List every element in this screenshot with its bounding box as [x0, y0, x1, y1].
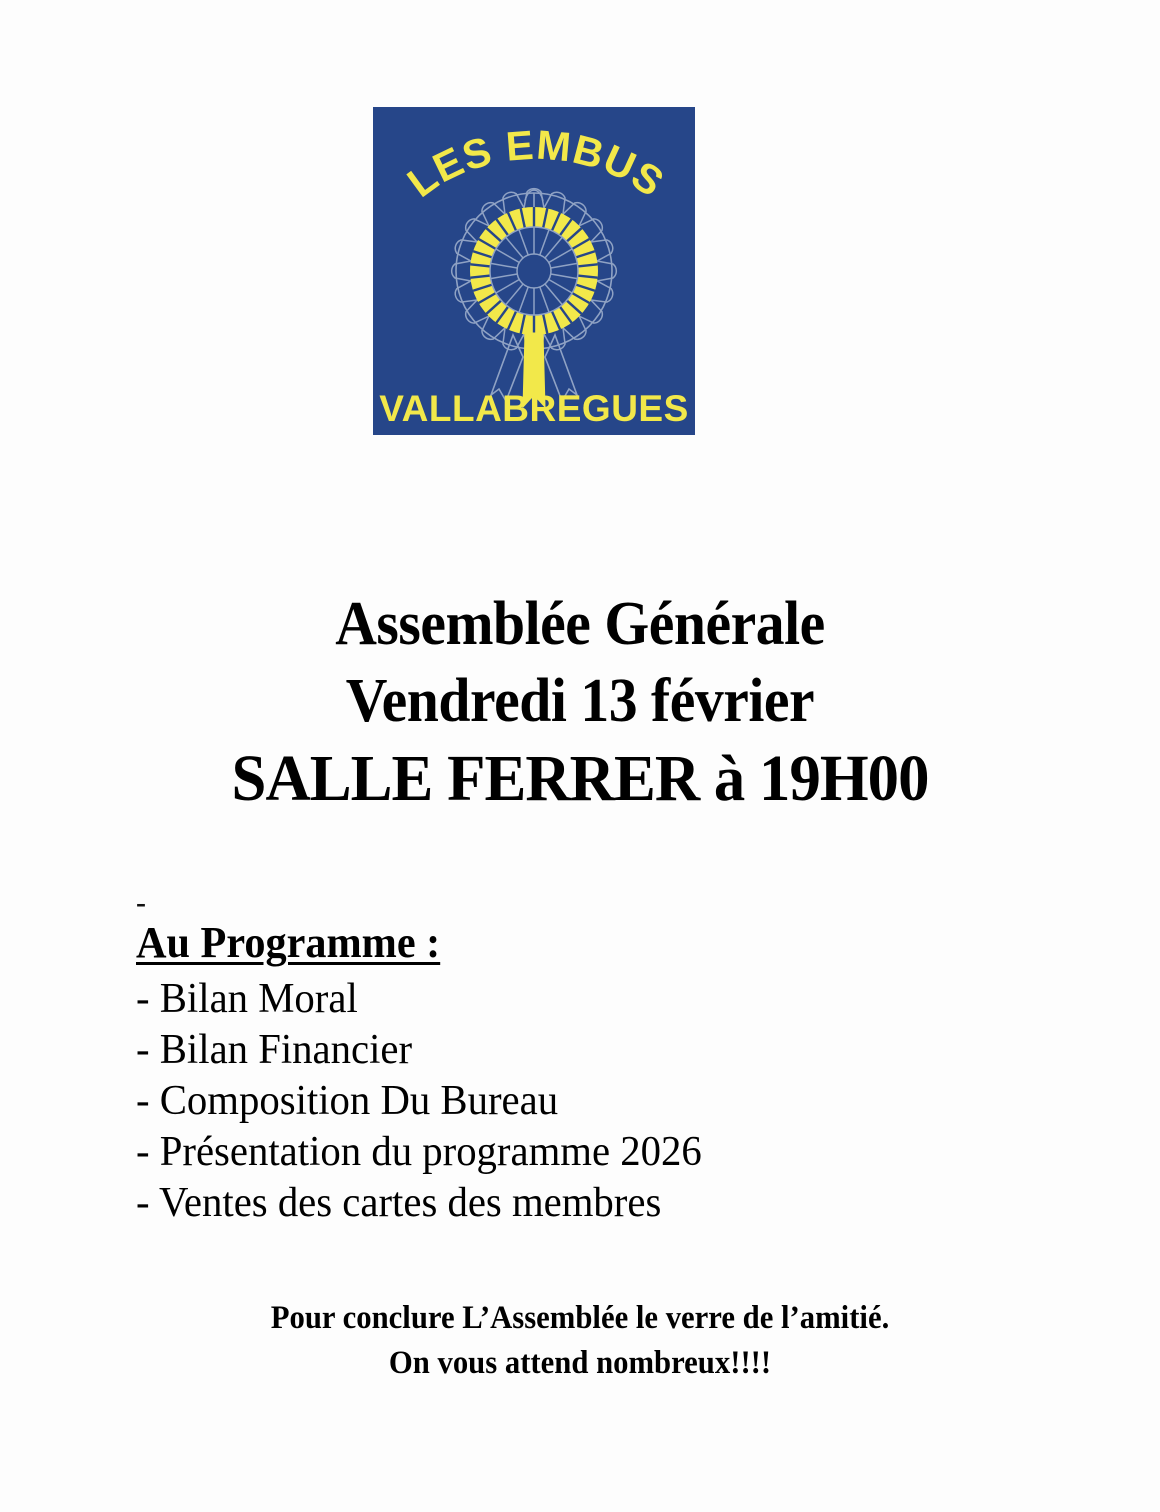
- title-line-3: SALLE FERRER à 19H00: [231, 742, 929, 815]
- logo-bottom-text: VALLABREGUES: [379, 388, 689, 429]
- title-line-2: Vendredi 13 février: [345, 667, 815, 735]
- logo-background: [373, 107, 695, 435]
- footer-line-1: Pour conclure L’Assemblée le verre de l’amitié.: [270, 1300, 890, 1336]
- program-item-composition-bureau: - Composition Du Bureau: [136, 1078, 559, 1124]
- program-heading-row: [136, 916, 936, 970]
- program-heading: Au Programme :: [136, 918, 441, 967]
- program-section: [136, 886, 936, 1229]
- poster-title: [0, 586, 1160, 817]
- logo-artwork: [373, 107, 695, 435]
- program-item-presentation-programme: - Présentation du programme 2026: [136, 1129, 702, 1175]
- program-item-bilan-moral: - Bilan Moral: [136, 976, 358, 1022]
- poster-footer: [0, 1296, 1160, 1386]
- program-list: [136, 974, 936, 1229]
- club-logo: [373, 107, 695, 435]
- footer-line-2: On vous attend nombreux!!!!: [388, 1345, 772, 1381]
- svg-text:LES EMBUS: LES EMBUS: [398, 121, 673, 206]
- stray-dash: -: [136, 886, 146, 919]
- program-item-bilan-financier: - Bilan Financier: [136, 1027, 413, 1073]
- program-item-ventes-cartes: - Ventes des cartes des membres: [136, 1180, 662, 1226]
- title-line-1: Assemblée Générale: [335, 590, 825, 658]
